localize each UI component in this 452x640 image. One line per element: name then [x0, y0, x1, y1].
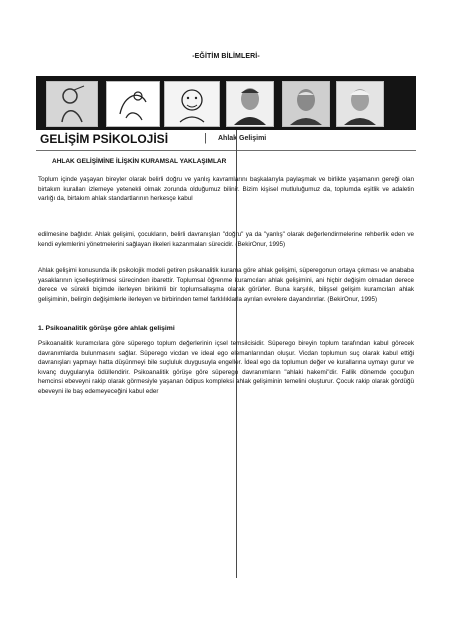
portrait-photo-icon — [286, 83, 326, 125]
portrait-6 — [336, 81, 384, 127]
portrait-5 — [282, 81, 330, 127]
sketch-face-icon — [170, 84, 214, 124]
paragraph-2: edilmesine bağlıdır. Ahlak gelişimi, çocukların, belirli davranışları "doğru" ya da "yanlış" olarak değerlendirmelerine rehberlik eden ve kendi eylemlerini yönetmelerini sağlayan ilkeleri kazanmaları sürecidir. (BekirOnur, 1995) — [38, 231, 414, 248]
title-separator: | — [204, 132, 207, 144]
section-heading: AHLAK GELİŞİMİNE İLİŞKİN KURAMSAL YAKLAŞIMLAR — [52, 158, 227, 165]
sketch-figure-icon — [112, 84, 154, 124]
portrait-3 — [164, 81, 220, 127]
paragraph-1: Toplum içinde yaşayan bireyler olarak belirli doğru ve yanlış kavramlarını başkalarıyla paylaşmak ve birlikte yaşamanın gereği olan birtakım kuralları izlemeye yetenekli olmak zorunda olduğumuz bilinir. Bizim kişisel mutluluğumuz da, toplumda eşitlik ve adaletin varlığı da, birtakım ahlak standartlarının herkesçe kabul — [38, 176, 414, 203]
paragraph-4: Psikoanalitik kuramcılara göre süperego toplum değerlerinin içsel temsilcisidir. Süperego bireyin toplum tarafından kabul görecek davranımlarda bulunmasını sağlar. Süperego vicdan ve ideal ego elemanlarından oluşur. Vicdan toplumun suç olarak kabul ettiği davranışları yapmayı hatta düşünmeyi bile suçluluk duygusuyla engeller. İdeal ego da toplumun değer ve kurallarına uymayı gurur ve kıvanç duygularıyla ödüllendirir. Psikoanalitik görüşe göre süperego davranımların "ahlaki hakemi"dir. Fallik dönemde çocuğun hemcinsi ebeveyni rakip olarak görmesiyle yaşanan ödipus kompleksi ahlak gelişiminin temelini oluşturur. Çocuk rakip olarak gördüğü ebeveyni ile baş edemeyeceğini kabul eder — [38, 340, 414, 395]
portrait-2 — [106, 81, 160, 127]
paragraph-3: Ahlak gelişimi konusunda ilk psikolojik modeli getiren psikanalitik kurama göre ahlak gelişimi, süperegonun ortaya çıkması ve anababa yasaklarının içselleştirilmesi sürecinden ibarettir. Toplumsal öğrenme kuramcıları ahlak gelişimini, ani hiçbir değişim olmadan derece derece ve sürekli biçimde ilerleyen birikimli bir toplumsallaşma olarak görürler. Buna karşılık, bilişsel gelişim kuramcıları ahlak gelişiminin, belirgin değişimlerle ilerleyen ve birbirinden temel farklılıklarla ayrılan evrelere dayandırırlar. (BekirOnur, 1995) — [38, 267, 414, 303]
portrait-1 — [46, 81, 98, 127]
portrait-photo-icon — [230, 83, 270, 125]
header-label: -EĞİTİM BİLİMLERİ- — [192, 53, 260, 60]
portrait-banner — [36, 76, 416, 130]
sketch-figure-icon — [52, 84, 92, 124]
document-subtitle: Ahlak Gelişimi — [218, 135, 267, 142]
document-title: GELİŞİM PSİKOLOJİSİ — [40, 132, 169, 146]
portrait-photo-icon — [340, 83, 380, 125]
portrait-4 — [226, 81, 274, 127]
subsection-heading: 1. Psikoanalitik görüşe göre ahlak gelişimi — [38, 325, 175, 332]
title-bar — [36, 130, 416, 151]
